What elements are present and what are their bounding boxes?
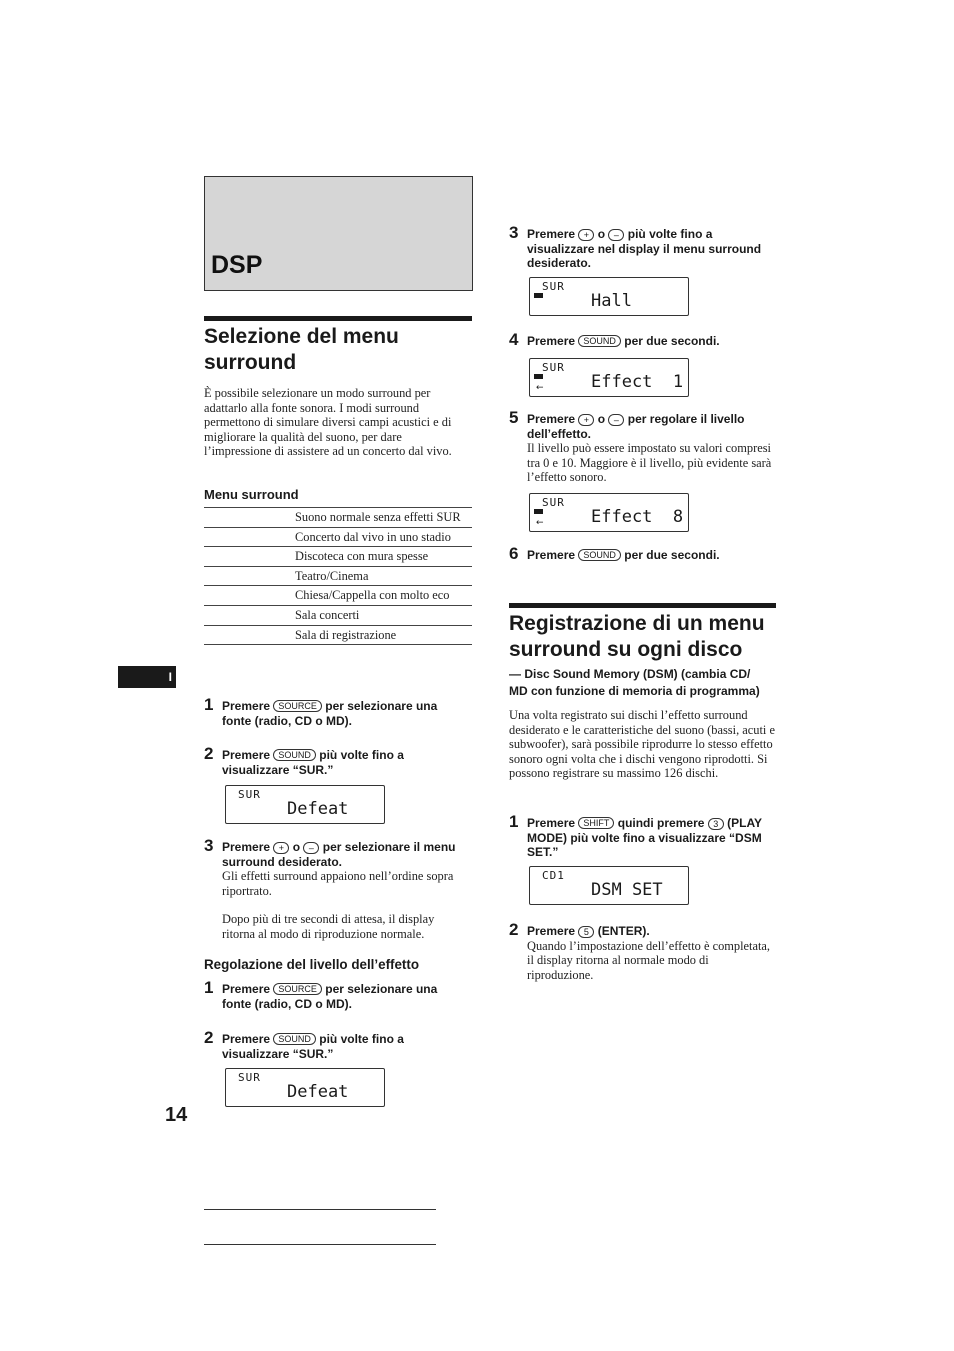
step-number: 2 bbox=[204, 744, 214, 763]
section-title: DSP bbox=[211, 251, 263, 279]
step-number: 2 bbox=[509, 920, 519, 939]
minus-key: – bbox=[608, 414, 624, 426]
arrow-left-icon: ← bbox=[536, 383, 544, 393]
step-text: Premere SOUND più volte fino a visualizzare “SUR.” bbox=[222, 1032, 404, 1061]
plus-key: + bbox=[578, 229, 594, 241]
step-number: 6 bbox=[509, 544, 519, 563]
step-2 bbox=[204, 744, 464, 777]
step-3 bbox=[204, 836, 464, 942]
heading-dsm: Registrazione di un menu surround su ogni disco bbox=[509, 612, 765, 661]
lcd-display: SUR Hall bbox=[529, 277, 689, 316]
step-body: Quando l’impostazione dell’effetto è completata, il display ritorna al normale modo di riproduzione. bbox=[527, 938, 771, 982]
dsm-subheading: — Disc Sound Memory (DSM) (cambia CD/ MD con funzione di memoria di programma) bbox=[509, 667, 760, 698]
page-number: 14 bbox=[165, 1104, 188, 1126]
step-4 bbox=[509, 330, 777, 349]
step-text: Premere + o – per regolare il livello dell’effetto. bbox=[527, 412, 745, 441]
step-text: Premere SOURCE per selezionare una fonte (radio, CD o MD). bbox=[222, 699, 438, 728]
intro-paragraph: È possibile selezionare un modo surround per adattarlo alla fonte sonora. I modi surround permettono di simulare diversi campi acustici e di migliorare la qualità del suono, per dare l’impressione di assistere ad un concerto dal vivo. bbox=[204, 386, 452, 459]
step-number: 1 bbox=[204, 978, 214, 997]
step-2 bbox=[204, 1028, 464, 1061]
step-body: Gli effetti surround appaiono nell’ordine sopra riportrato. bbox=[222, 869, 454, 898]
step-6 bbox=[509, 544, 777, 563]
table-row: Chiesa/Cappella con molto eco bbox=[204, 585, 472, 605]
table-row: Sala di registrazione bbox=[204, 625, 472, 646]
table-row: Sala concerti bbox=[204, 605, 472, 625]
step-text: Premere 5 (ENTER). bbox=[527, 924, 650, 938]
divider bbox=[204, 1209, 436, 1210]
plus-key: + bbox=[273, 842, 289, 854]
step-body: Dopo più di tre secondi di attesa, il display ritorna al modo di riproduzione normale. bbox=[222, 912, 435, 941]
lcd-display: SUR ← Effect 8 bbox=[529, 493, 689, 532]
source-key: SOURCE bbox=[273, 983, 322, 995]
step-number: 3 bbox=[204, 836, 214, 855]
step-text: Premere + o – per selezionare il menu surround desiderato. bbox=[222, 840, 456, 869]
table-row: Concerto dal vivo in uno stadio bbox=[204, 527, 472, 547]
table-row: Discoteca con mura spesse bbox=[204, 546, 472, 566]
step-5 bbox=[509, 408, 777, 485]
step-number: 2 bbox=[204, 1028, 214, 1047]
language-tab: I bbox=[118, 666, 176, 688]
step-3 bbox=[509, 223, 777, 271]
step-1 bbox=[204, 695, 464, 728]
step-1 bbox=[204, 978, 464, 1011]
level-bar bbox=[534, 293, 543, 298]
sound-key: SOUND bbox=[273, 749, 316, 761]
step-text: Premere SHIFT quindi premere 3 (PLAY MODE) più volte fino a visualizzare “DSM SET.” bbox=[527, 816, 762, 860]
table-row: Suono normale senza effetti SUR bbox=[204, 507, 472, 527]
table-row: Teatro/Cinema bbox=[204, 566, 472, 586]
dsm-step-1 bbox=[509, 812, 777, 860]
menu-title: Menu surround bbox=[204, 487, 299, 502]
level-bar bbox=[534, 374, 543, 379]
step-number: 3 bbox=[509, 223, 519, 242]
lcd-display: SUR ← Effect 1 bbox=[529, 358, 689, 397]
plus-key: + bbox=[578, 414, 594, 426]
sound-key: SOUND bbox=[578, 335, 621, 347]
heading-rule bbox=[509, 603, 776, 608]
minus-key: – bbox=[608, 229, 624, 241]
divider bbox=[204, 1244, 436, 1245]
lcd-display: CD1 DSM SET bbox=[529, 866, 689, 905]
arrow-left-icon: ← bbox=[536, 518, 544, 528]
step-text: Premere SOUND più volte fino a visualizzare “SUR.” bbox=[222, 748, 404, 777]
step-number: 1 bbox=[509, 812, 519, 831]
sound-key: SOUND bbox=[578, 549, 621, 561]
dsm-step-2 bbox=[509, 920, 777, 982]
minus-key: – bbox=[303, 842, 319, 854]
shift-key: SHIFT bbox=[578, 817, 614, 829]
heading-rule bbox=[204, 316, 472, 321]
lcd-display: SUR Defeat bbox=[225, 1068, 385, 1107]
step-text: Premere SOUND per due secondi. bbox=[527, 334, 720, 348]
source-key: SOURCE bbox=[273, 700, 322, 712]
level-bar bbox=[534, 509, 543, 514]
surround-menu-table bbox=[204, 507, 472, 645]
step-number: 5 bbox=[509, 408, 519, 427]
step-text: Premere + o – più volte fino a visualizzare nel display il menu surround desiderato. bbox=[527, 227, 762, 271]
section-title-box bbox=[204, 176, 473, 291]
sound-key: SOUND bbox=[273, 1033, 316, 1045]
step-body: Il livello può essere impostato su valori compresi tra 0 e 10. Maggiore è il livello, più evidente sarà l’effetto sonoro. bbox=[527, 441, 772, 485]
dsm-intro: Una volta registrato sui dischi l’effetto surround desiderato e le caratteristiche del suono (bassi, acuti e subwoofer), sarà possibile riprodurre lo stesso effetto sonoro ogni volta che i dischi vengono riprodotti. Si possono registrare su massimo 126 dischi. bbox=[509, 708, 775, 781]
step-number: 1 bbox=[204, 695, 214, 714]
step-text: Premere SOURCE per selezionare una fonte (radio, CD o MD). bbox=[222, 982, 438, 1011]
step-number: 4 bbox=[509, 330, 519, 349]
heading-surround-menu: Selezione del menu surround bbox=[204, 325, 399, 374]
enter-key: 5 bbox=[578, 926, 594, 938]
lcd-display: SUR Defeat bbox=[225, 785, 385, 824]
play-mode-key: 3 bbox=[708, 818, 724, 830]
subheading-effect-level: Regolazione del livello dell’effetto bbox=[204, 957, 420, 972]
step-text: Premere SOUND per due secondi. bbox=[527, 548, 720, 562]
